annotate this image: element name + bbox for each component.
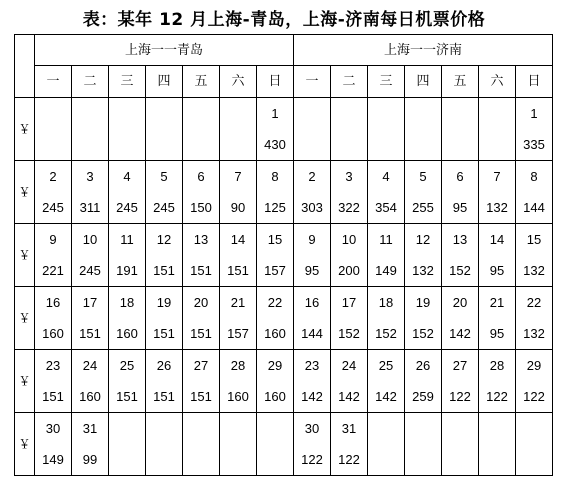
jinan-price-cell: 132	[516, 318, 553, 350]
jinan-day-cell: 21	[479, 287, 516, 318]
jinan-price-cell: 144	[294, 318, 331, 350]
qingdao-day-cell: 28	[220, 350, 257, 381]
jinan-day-cell: 26	[405, 350, 442, 381]
jinan-day-cell: 3	[331, 161, 368, 192]
jinan-price-cell: 122	[294, 444, 331, 476]
jinan-day-cell: 1	[516, 98, 553, 129]
jinan-price-cell: 122	[479, 381, 516, 413]
qingdao-day-cell: 31	[72, 413, 109, 444]
jinan-price-cell: 122	[331, 444, 368, 476]
weekday-header-qingdao: 一	[35, 66, 72, 98]
jinan-price-cell: 152	[442, 255, 479, 287]
currency-label: ￥	[15, 161, 35, 224]
qingdao-price-cell: 151	[220, 255, 257, 287]
week-day-row	[15, 98, 553, 129]
qingdao-day-cell: 18	[109, 287, 146, 318]
jinan-price-cell: 95	[294, 255, 331, 287]
week-day-row	[15, 350, 553, 381]
weekday-header-qingdao: 四	[146, 66, 183, 98]
week-price-row	[15, 444, 553, 476]
week-price-row	[15, 255, 553, 287]
week-price-row	[15, 318, 553, 350]
weekday-header-qingdao: 六	[220, 66, 257, 98]
qingdao-price-cell: 245	[72, 255, 109, 287]
qingdao-day-cell: 14	[220, 224, 257, 255]
qingdao-price-cell: 125	[257, 192, 294, 224]
qingdao-price-cell	[72, 129, 109, 161]
qingdao-price-cell: 151	[183, 318, 220, 350]
week-day-row	[15, 161, 553, 192]
qingdao-day-cell: 22	[257, 287, 294, 318]
qingdao-price-cell: 191	[109, 255, 146, 287]
qingdao-price-cell: 150	[183, 192, 220, 224]
jinan-price-cell	[405, 444, 442, 476]
jinan-price-cell: 142	[368, 381, 405, 413]
qingdao-day-cell	[146, 98, 183, 129]
qingdao-price-cell	[109, 129, 146, 161]
jinan-day-cell: 20	[442, 287, 479, 318]
jinan-day-cell	[368, 413, 405, 444]
jinan-day-cell: 12	[405, 224, 442, 255]
qingdao-price-cell: 157	[257, 255, 294, 287]
qingdao-price-cell: 160	[72, 381, 109, 413]
price-table	[14, 34, 553, 476]
jinan-price-cell	[442, 129, 479, 161]
weekday-header-jinan: 五	[442, 66, 479, 98]
qingdao-day-cell	[35, 98, 72, 129]
jinan-day-cell: 28	[479, 350, 516, 381]
qingdao-day-cell: 29	[257, 350, 294, 381]
jinan-price-cell: 149	[368, 255, 405, 287]
jinan-price-cell: 303	[294, 192, 331, 224]
route-header-jinan: 上海一一济南	[294, 35, 553, 66]
jinan-day-cell: 8	[516, 161, 553, 192]
jinan-day-cell: 22	[516, 287, 553, 318]
qingdao-day-cell: 20	[183, 287, 220, 318]
qingdao-price-cell: 245	[35, 192, 72, 224]
qingdao-price-cell	[183, 444, 220, 476]
qingdao-price-cell: 99	[72, 444, 109, 476]
jinan-price-cell	[442, 444, 479, 476]
jinan-day-cell: 27	[442, 350, 479, 381]
jinan-day-cell	[479, 413, 516, 444]
qingdao-day-cell	[146, 413, 183, 444]
qingdao-price-cell	[146, 129, 183, 161]
jinan-day-cell	[331, 98, 368, 129]
weekday-header-jinan: 三	[368, 66, 405, 98]
week-price-row	[15, 192, 553, 224]
qingdao-price-cell: 151	[146, 381, 183, 413]
qingdao-day-cell: 1	[257, 98, 294, 129]
weekday-header-jinan: 六	[479, 66, 516, 98]
qingdao-day-cell: 2	[35, 161, 72, 192]
jinan-price-cell: 142	[294, 381, 331, 413]
jinan-day-cell: 23	[294, 350, 331, 381]
qingdao-day-cell: 15	[257, 224, 294, 255]
qingdao-price-cell: 245	[109, 192, 146, 224]
qingdao-day-cell	[109, 413, 146, 444]
jinan-price-cell	[368, 129, 405, 161]
jinan-day-cell: 11	[368, 224, 405, 255]
qingdao-price-cell: 311	[72, 192, 109, 224]
qingdao-price-cell: 430	[257, 129, 294, 161]
corner-cell	[15, 35, 35, 98]
jinan-price-cell: 354	[368, 192, 405, 224]
jinan-day-cell: 19	[405, 287, 442, 318]
qingdao-price-cell	[146, 444, 183, 476]
qingdao-day-cell: 3	[72, 161, 109, 192]
jinan-day-cell: 16	[294, 287, 331, 318]
weekday-header-qingdao: 三	[109, 66, 146, 98]
weekday-header-qingdao: 二	[72, 66, 109, 98]
jinan-day-cell: 24	[331, 350, 368, 381]
weekday-header-row	[15, 66, 553, 98]
jinan-price-cell: 132	[479, 192, 516, 224]
qingdao-day-cell: 23	[35, 350, 72, 381]
jinan-day-cell	[368, 98, 405, 129]
jinan-price-cell: 255	[405, 192, 442, 224]
route-header-row	[15, 35, 553, 66]
qingdao-price-cell: 151	[183, 255, 220, 287]
jinan-day-cell: 29	[516, 350, 553, 381]
jinan-price-cell	[516, 444, 553, 476]
jinan-price-cell: 259	[405, 381, 442, 413]
jinan-day-cell: 31	[331, 413, 368, 444]
jinan-price-cell: 122	[442, 381, 479, 413]
weekday-header-jinan: 四	[405, 66, 442, 98]
qingdao-price-cell	[183, 129, 220, 161]
qingdao-day-cell: 16	[35, 287, 72, 318]
jinan-day-cell: 14	[479, 224, 516, 255]
jinan-day-cell: 4	[368, 161, 405, 192]
qingdao-day-cell	[72, 98, 109, 129]
qingdao-day-cell	[220, 413, 257, 444]
jinan-price-cell: 200	[331, 255, 368, 287]
qingdao-day-cell: 26	[146, 350, 183, 381]
qingdao-day-cell	[220, 98, 257, 129]
jinan-day-cell	[516, 413, 553, 444]
qingdao-day-cell	[257, 413, 294, 444]
jinan-price-cell: 95	[442, 192, 479, 224]
weekday-header-qingdao: 五	[183, 66, 220, 98]
qingdao-day-cell: 17	[72, 287, 109, 318]
jinan-day-cell	[294, 98, 331, 129]
jinan-day-cell: 18	[368, 287, 405, 318]
qingdao-day-cell: 19	[146, 287, 183, 318]
jinan-day-cell: 9	[294, 224, 331, 255]
jinan-day-cell: 30	[294, 413, 331, 444]
qingdao-price-cell	[257, 444, 294, 476]
qingdao-day-cell: 12	[146, 224, 183, 255]
currency-label: ￥	[15, 224, 35, 287]
qingdao-day-cell: 27	[183, 350, 220, 381]
jinan-price-cell: 132	[405, 255, 442, 287]
jinan-price-cell	[331, 129, 368, 161]
week-day-row	[15, 287, 553, 318]
jinan-price-cell: 144	[516, 192, 553, 224]
jinan-price-cell	[405, 129, 442, 161]
qingdao-day-cell: 13	[183, 224, 220, 255]
jinan-price-cell: 152	[405, 318, 442, 350]
qingdao-day-cell: 6	[183, 161, 220, 192]
jinan-day-cell: 25	[368, 350, 405, 381]
qingdao-price-cell: 160	[257, 381, 294, 413]
qingdao-day-cell: 30	[35, 413, 72, 444]
jinan-price-cell: 335	[516, 129, 553, 161]
jinan-price-cell	[368, 444, 405, 476]
qingdao-price-cell: 160	[220, 381, 257, 413]
qingdao-day-cell: 25	[109, 350, 146, 381]
page-title: 表：某年 12 月上海-青岛，上海-济南每日机票价格	[82, 10, 486, 30]
jinan-day-cell: 17	[331, 287, 368, 318]
jinan-price-cell: 152	[331, 318, 368, 350]
qingdao-day-cell	[183, 98, 220, 129]
jinan-price-cell	[479, 444, 516, 476]
qingdao-price-cell	[220, 129, 257, 161]
qingdao-price-cell: 221	[35, 255, 72, 287]
qingdao-price-cell: 160	[257, 318, 294, 350]
qingdao-day-cell	[109, 98, 146, 129]
route-header-qingdao: 上海一一青岛	[35, 35, 294, 66]
qingdao-price-cell: 157	[220, 318, 257, 350]
qingdao-day-cell: 10	[72, 224, 109, 255]
weekday-header-jinan: 日	[516, 66, 553, 98]
jinan-price-cell: 122	[516, 381, 553, 413]
jinan-day-cell: 6	[442, 161, 479, 192]
jinan-price-cell	[294, 129, 331, 161]
jinan-price-cell: 322	[331, 192, 368, 224]
currency-label: ￥	[15, 98, 35, 161]
weekday-header-jinan: 一	[294, 66, 331, 98]
jinan-day-cell	[405, 98, 442, 129]
jinan-price-cell: 142	[442, 318, 479, 350]
currency-label: ￥	[15, 413, 35, 476]
jinan-day-cell	[442, 98, 479, 129]
qingdao-day-cell: 4	[109, 161, 146, 192]
qingdao-day-cell	[183, 413, 220, 444]
qingdao-day-cell: 21	[220, 287, 257, 318]
qingdao-price-cell: 151	[72, 318, 109, 350]
jinan-price-cell: 142	[331, 381, 368, 413]
qingdao-price-cell: 151	[35, 381, 72, 413]
jinan-day-cell	[479, 98, 516, 129]
qingdao-price-cell: 90	[220, 192, 257, 224]
qingdao-price-cell	[220, 444, 257, 476]
jinan-day-cell: 5	[405, 161, 442, 192]
qingdao-price-cell: 151	[109, 381, 146, 413]
week-day-row	[15, 224, 553, 255]
jinan-day-cell	[442, 413, 479, 444]
jinan-day-cell: 13	[442, 224, 479, 255]
qingdao-price-cell: 151	[183, 381, 220, 413]
weekday-header-qingdao: 日	[257, 66, 294, 98]
jinan-day-cell	[405, 413, 442, 444]
qingdao-price-cell: 151	[146, 318, 183, 350]
jinan-day-cell: 7	[479, 161, 516, 192]
jinan-day-cell: 2	[294, 161, 331, 192]
jinan-price-cell	[479, 129, 516, 161]
qingdao-day-cell: 9	[35, 224, 72, 255]
weekday-header-jinan: 二	[331, 66, 368, 98]
qingdao-day-cell: 5	[146, 161, 183, 192]
qingdao-day-cell: 11	[109, 224, 146, 255]
currency-label: ￥	[15, 287, 35, 350]
qingdao-price-cell: 160	[109, 318, 146, 350]
jinan-day-cell: 10	[331, 224, 368, 255]
jinan-day-cell: 15	[516, 224, 553, 255]
qingdao-day-cell: 8	[257, 161, 294, 192]
qingdao-price-cell	[35, 129, 72, 161]
qingdao-price-cell: 160	[35, 318, 72, 350]
qingdao-day-cell: 24	[72, 350, 109, 381]
jinan-price-cell: 152	[368, 318, 405, 350]
jinan-price-cell: 95	[479, 318, 516, 350]
week-price-row	[15, 129, 553, 161]
jinan-price-cell: 95	[479, 255, 516, 287]
qingdao-price-cell	[109, 444, 146, 476]
currency-label: ￥	[15, 350, 35, 413]
qingdao-price-cell: 149	[35, 444, 72, 476]
jinan-price-cell: 132	[516, 255, 553, 287]
qingdao-day-cell: 7	[220, 161, 257, 192]
week-price-row	[15, 381, 553, 413]
qingdao-price-cell: 245	[146, 192, 183, 224]
qingdao-price-cell: 151	[146, 255, 183, 287]
week-day-row	[15, 413, 553, 444]
